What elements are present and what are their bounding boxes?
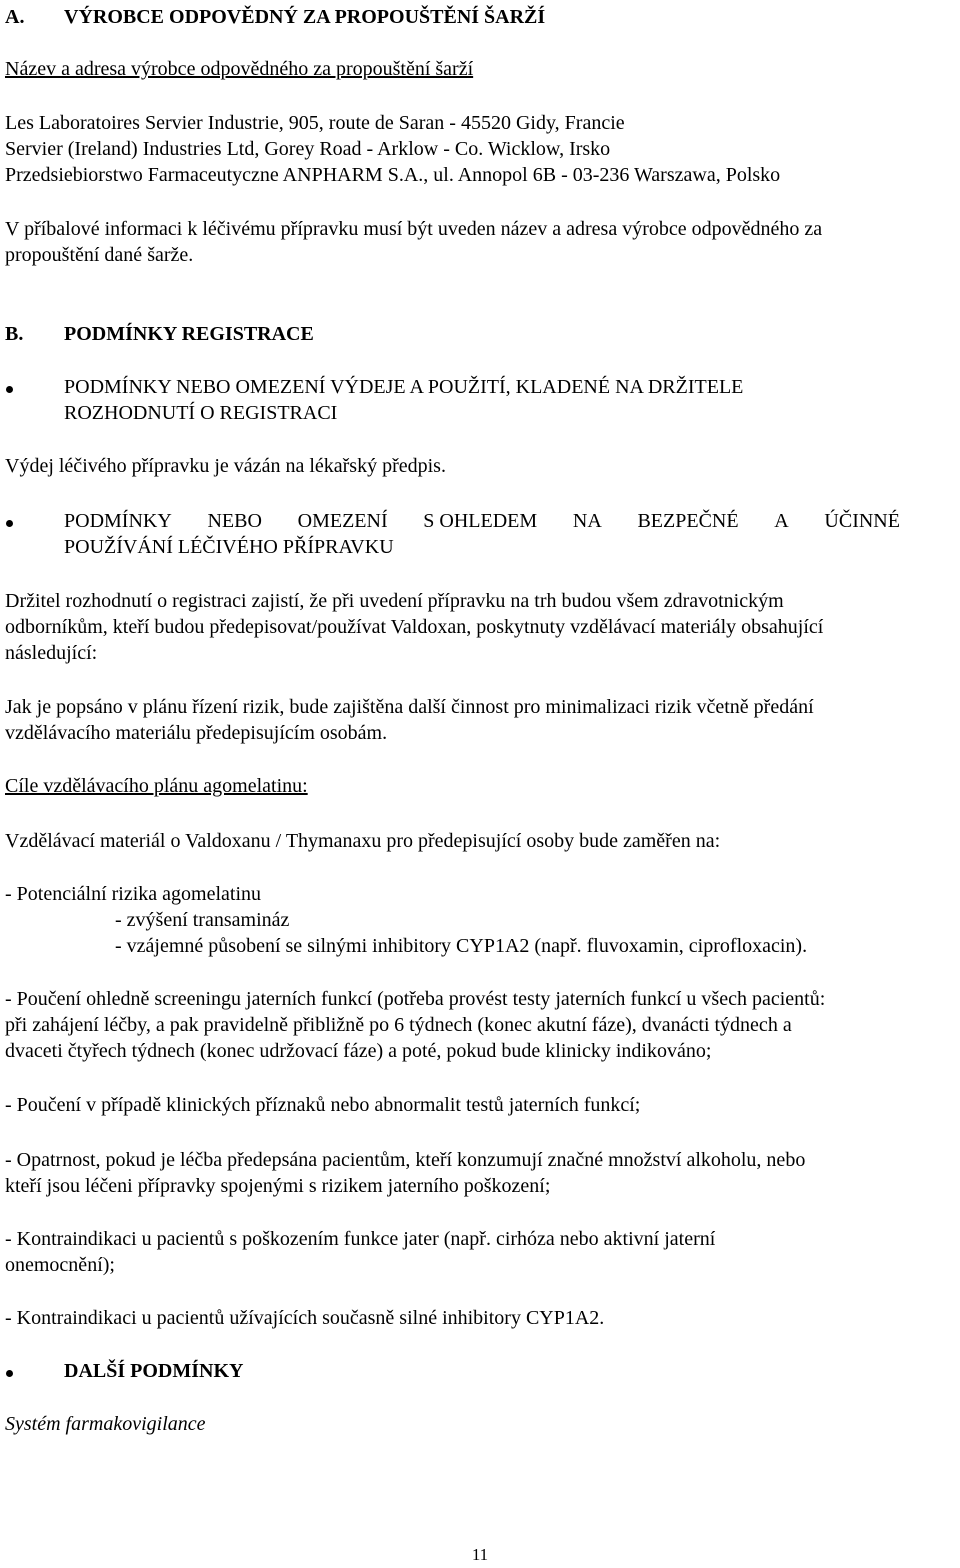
- item-line: - Poučení ohledně screeningu jaterních funkcí (potřeba provést testy jaterních funkcí u všech pacientů:: [5, 988, 826, 1010]
- heading-word: S OHLEDEM: [423, 510, 538, 532]
- paragraph-line: odborníkům, kteří budou předepisovat/používat Valdoxan, poskytnuty vzdělávací materiály obsahující: [5, 616, 824, 638]
- paragraph-line: vzdělávacího materiálu předepisujícím osobám.: [5, 722, 388, 744]
- goals-heading: Cíle vzdělávacího plánu agomelatinu:: [5, 775, 308, 797]
- potential-risks-list: [5, 881, 955, 959]
- item-alcohol-caution: [5, 1147, 955, 1199]
- bullet-dot-icon: [6, 1370, 13, 1377]
- manufacturer-subheading: Název a adresa výrobce odpovědného za propouštění šarží: [5, 58, 474, 80]
- paragraph-line: Držitel rozhodnutí o registraci zajistí, že při uvedení přípravku na trh budou všem zdravotnickým: [5, 590, 784, 612]
- item-line: onemocnění);: [5, 1254, 115, 1276]
- package-leaflet-note: [5, 216, 955, 268]
- item-clinical-symptoms: - Poučení v případě klinických příznaků nebo abnormalit testů jaterních funkcí;: [5, 1094, 641, 1116]
- risk-list-item: - vzájemné působení se silnými inhibitory CYP1A2 (např. fluvoxamin, ciprofloxacin).: [115, 935, 808, 957]
- paragraph-line: následující:: [5, 642, 98, 664]
- bullet-heading-line: PODMÍNKY NEBO OMEZENÍ VÝDEJE A POUŽITÍ, KLADENÉ NA DRŽITELE: [64, 376, 744, 398]
- section-a-heading: [5, 4, 545, 30]
- section-b-heading: [5, 321, 314, 347]
- pharmacovigilance-heading: Systém farmakovigilance: [5, 1413, 206, 1435]
- prescription-statement: Výdej léčivého přípravku je vázán na lékařský předpis.: [5, 455, 446, 477]
- heading-word: NA: [572, 510, 602, 532]
- item-line: - Kontraindikaci u pacientů s poškozením funkce jater (např. cirhóza nebo aktivní jaterní: [5, 1228, 716, 1250]
- bullet-other-conditions: [5, 1358, 955, 1384]
- section-b-title: PODMÍNKY REGISTRACE: [64, 323, 314, 345]
- paragraph-line: Jak je popsáno v plánu řízení rizik, bude zajištěna další činnost pro minimalizaci rizik včetně předání: [5, 696, 814, 718]
- item-line: při zahájení léčby, a pak pravidelně přibližně po 6 týdnech (konec akutní fáze), dvanácti týdnech a: [5, 1014, 792, 1036]
- note-line: propouštění dané šarže.: [5, 244, 194, 266]
- bullet-dot-icon: [6, 386, 13, 393]
- heading-word: ÚČINNÉ: [824, 510, 900, 532]
- item-liver-screening: [5, 986, 955, 1064]
- page-number: 11: [471, 1545, 489, 1564]
- section-b-number: B.: [5, 323, 24, 345]
- goals-intro: Vzdělávací materiál o Valdoxanu / Thymanaxu pro předepisující osoby bude zaměřen na:: [5, 830, 721, 852]
- section-a-number: A.: [5, 6, 25, 28]
- item-line: dvaceti čtyřech týdnech (konec udržovací fáze) a poté, pokud bude klinicky indikováno;: [5, 1040, 712, 1062]
- item-line: kteří jsou léčeni přípravky spojenými s rizikem jaterního poškození;: [5, 1175, 551, 1197]
- manufacturer-list: [5, 110, 955, 188]
- manufacturer-address: Servier (Ireland) Industries Ltd, Gorey Road - Arklow - Co. Wicklow, Irsko: [5, 138, 611, 160]
- bullet-safe-use-conditions: [5, 508, 955, 560]
- heading-word: BEZPEČNÉ: [637, 510, 739, 532]
- item-contraindication-cyp1a2: - Kontraindikaci u pacientů užívajících současně silné inhibitory CYP1A2.: [5, 1307, 605, 1329]
- bullet-heading-line: POUŽÍVÁNÍ LÉČIVÉHO PŘÍPRAVKU: [64, 536, 394, 558]
- heading-word: PODMÍNKY: [64, 510, 172, 532]
- item-contraindication-liver: [5, 1226, 955, 1278]
- educational-materials-paragraph: [5, 588, 955, 666]
- item-line: - Opatrnost, pokud je léčba předepsána pacientům, kteří konzumují značné množství alkoholu, nebo: [5, 1149, 806, 1171]
- heading-word: OMEZENÍ: [297, 510, 388, 532]
- risk-list-item: - zvýšení transamináz: [115, 909, 290, 931]
- risk-list-title: - Potenciální rizika agomelatinu: [5, 883, 262, 905]
- bullet-dot-icon: [6, 520, 13, 527]
- manufacturer-address: Les Laboratoires Servier Industrie, 905, route de Saran - 45520 Gidy, Francie: [5, 112, 625, 134]
- bullet-dispensing-conditions: [5, 374, 955, 426]
- bullet-heading-line: [64, 508, 900, 534]
- risk-management-paragraph: [5, 694, 955, 746]
- manufacturer-address: Przedsiebiorstwo Farmaceutyczne ANPHARM S.A., ul. Annopol 6B - 03-236 Warszawa, Polsko: [5, 164, 781, 186]
- bullet-heading-line: ROZHODNUTÍ O REGISTRACI: [64, 402, 338, 424]
- heading-word: NEBO: [207, 510, 262, 532]
- bullet-heading-line: DALŠÍ PODMÍNKY: [64, 1360, 244, 1382]
- section-a-title: VÝROBCE ODPOVĚDNÝ ZA PROPOUŠTĚNÍ ŠARŽÍ: [64, 6, 546, 28]
- heading-word: A: [774, 510, 789, 532]
- note-line: V příbalové informaci k léčivému přípravku musí být uveden název a adresa výrobce odpovědného za: [5, 218, 823, 240]
